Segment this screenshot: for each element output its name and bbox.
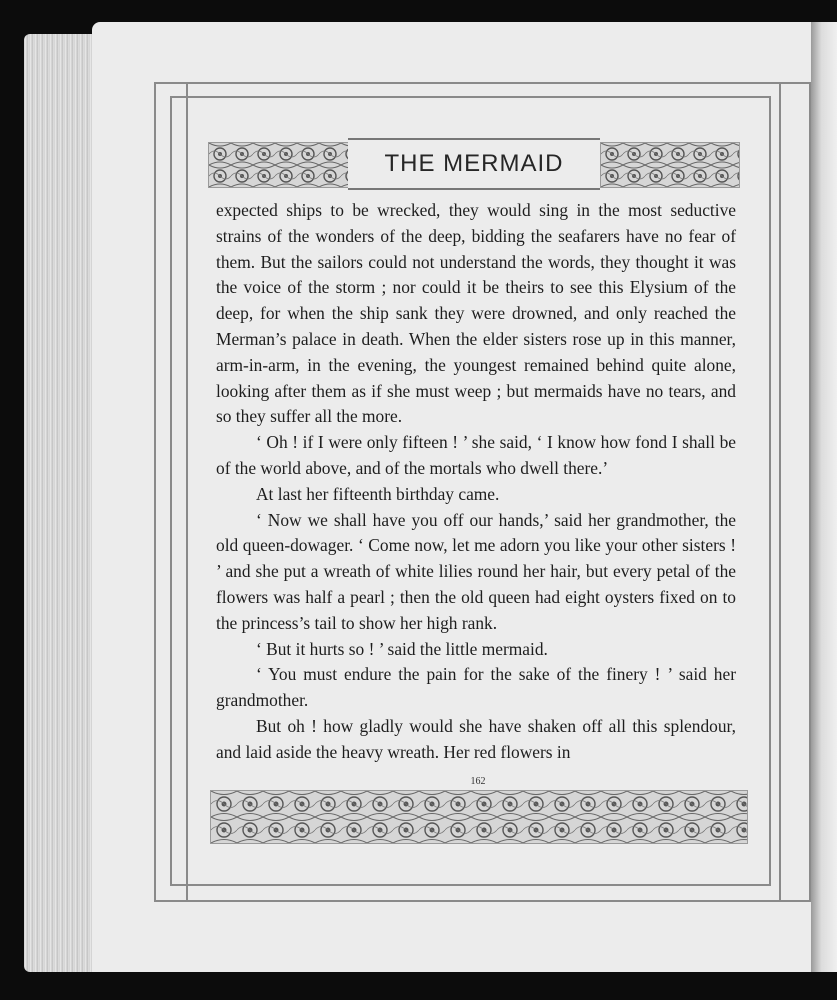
- paragraph: ‘ But it hurts so ! ’ said the little mermaid.: [256, 638, 548, 659]
- title-banner: [348, 138, 600, 190]
- frame-rule-left: [154, 82, 188, 902]
- footer-ornament: [210, 790, 748, 844]
- paragraph: But oh ! how gladly would she have shaken off all this splendour, and laid aside the heavy wreath. Her red flowers in: [216, 715, 736, 762]
- paragraph: expected ships to be wrecked, they would sing in the most seductive strains of the wonders of the deep, bidding the seafarers have no fear of them. But the sailors could not understand the words, they thought it was the voice of the storm ; nor could it be theirs to see this Elysium of the deep, for when the ship sank they were drowned, and only reached the Merman’s palace in death. When the elder sisters rose up in this manner, arm-in-arm, in the evening, the youngest remained behind quite alone, looking after them as if she must weep ; but mermaids have no tears, and so they suffer all the more.: [216, 200, 736, 427]
- page-title: THE MERMAID: [384, 150, 564, 177]
- body-text: [216, 198, 736, 766]
- next-page-edge: [811, 22, 837, 972]
- header-ornament-left: [208, 142, 350, 188]
- header-ornament-right: [600, 142, 740, 188]
- paragraph: ‘ Oh ! if I were only fifteen ! ’ she said, ‘ I know how fond I shall be of the world above, and of the mortals who dwell there.’: [216, 432, 736, 478]
- frame-rule-right: [779, 82, 791, 902]
- paragraph: At last her fifteenth birthday came.: [256, 483, 500, 504]
- page-number: 162: [470, 776, 486, 787]
- paragraph: ‘ Now we shall have you off our hands,’ said her grandmother, the old queen-dowager. ‘ Come now, let me adorn you like your other sisters ! ’ and she put a wreath of white lilies round her hair, but every petal of the flowers was half a pearl ; then the old queen had eight oysters fixed on to the princess’s tail to show her high rank.: [216, 509, 736, 633]
- paragraph: ‘ You must endure the pain for the sake of the finery ! ’ said her grandmother.: [216, 664, 736, 711]
